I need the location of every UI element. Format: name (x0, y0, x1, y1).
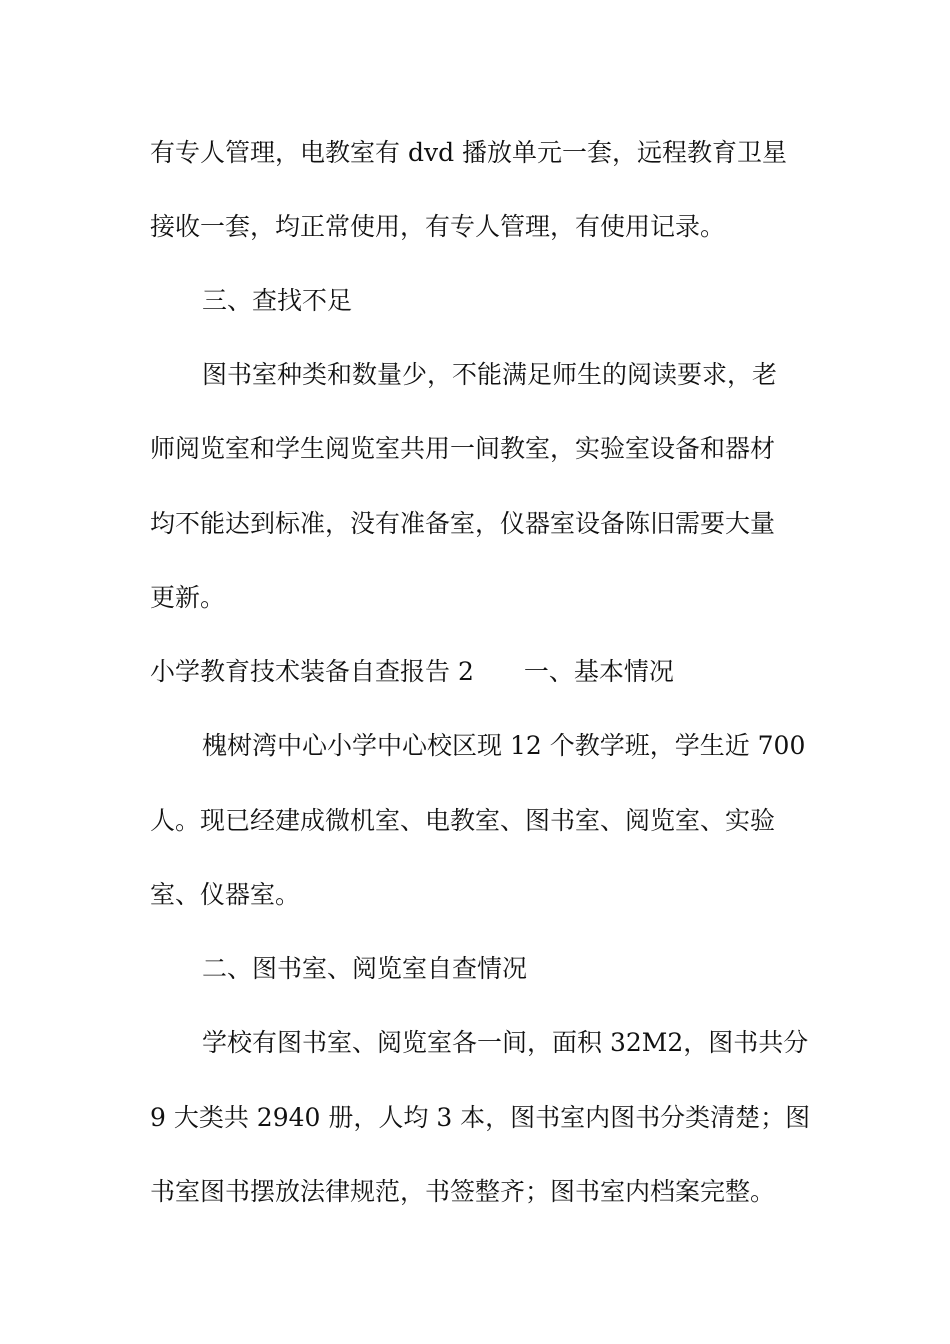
report-title: 小学教育技术装备自查报告 2 (150, 657, 474, 686)
paragraph-line: 学校有图书室、阅览室各一间，面积 32M2，图书共分 (202, 1028, 809, 1057)
paragraph-line: 人。现已经建成微机室、电教室、图书室、阅览室、实验 (150, 806, 776, 835)
paragraph-line: 接收一套，均正常使用，有专人管理，有使用记录。 (150, 212, 726, 241)
paragraph-line: 书室图书摆放法律规范，书签整齐；图书室内档案完整。 (150, 1177, 776, 1206)
section-heading: 三、查找不足 (202, 286, 353, 315)
paragraph-line: 室、仪器室。 (150, 880, 301, 909)
paragraph-line: 9 大类共 2940 册，人均 3 本，图书室内图书分类清楚；图 (150, 1103, 811, 1132)
paragraph-line: 更新。 (150, 583, 226, 612)
report-title-line (150, 656, 810, 688)
section-heading: 一、基本情况 (523, 657, 674, 686)
paragraph-line: 师阅览室和学生阅览室共用一间教室，实验室设备和器材 (150, 434, 776, 463)
paragraph-line: 有专人管理，电教室有 dvd 播放单元一套，远程教育卫星 (150, 138, 788, 167)
paragraph-line: 均不能达到标准，没有准备室，仪器室设备陈旧需要大量 (150, 509, 776, 538)
section-heading: 二、图书室、阅览室自查情况 (202, 954, 528, 983)
paragraph-line: 槐树湾中心小学中心校区现 12 个教学班，学生近 700 (202, 731, 806, 760)
paragraph-line: 图书室种类和数量少，不能满足师生的阅读要求，老 (202, 360, 778, 389)
